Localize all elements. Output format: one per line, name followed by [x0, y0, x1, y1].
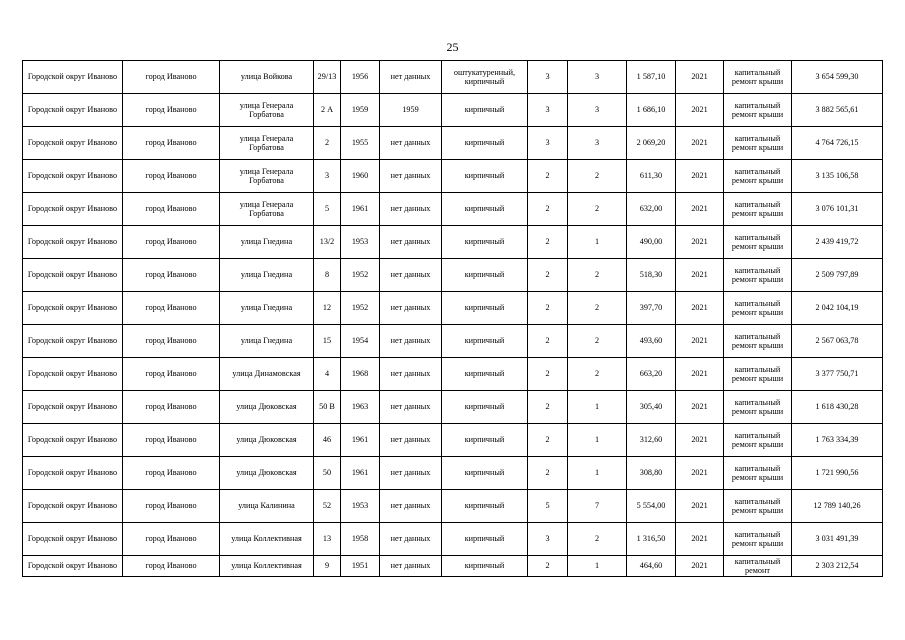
- cell-cost: 3 135 106,58: [792, 160, 883, 193]
- cell-work: капитальный ремонт крыши: [724, 259, 792, 292]
- cell-city: город Иваново: [123, 391, 220, 424]
- cell-material: кирпичный: [442, 94, 528, 127]
- table-row: [23, 292, 883, 325]
- table-row: [23, 490, 883, 523]
- cell-street: улица Генерала Горбатова: [220, 94, 314, 127]
- cell-work: капитальный ремонт крыши: [724, 457, 792, 490]
- cell-year: 1954: [341, 325, 380, 358]
- cell-year2: нет данных: [380, 523, 442, 556]
- cell-area: 305,40: [627, 391, 676, 424]
- cell-work: капитальный ремонт крыши: [724, 193, 792, 226]
- table-row: [23, 523, 883, 556]
- cell-cost: 1 721 990,56: [792, 457, 883, 490]
- cell-year: 1953: [341, 226, 380, 259]
- cell-street: улица Калинина: [220, 490, 314, 523]
- cell-work: капитальный ремонт крыши: [724, 226, 792, 259]
- cell-material: кирпичный: [442, 424, 528, 457]
- cell-okrug: Городской округ Иваново: [23, 127, 123, 160]
- cell-house: 52: [314, 490, 341, 523]
- cell-city: город Иваново: [123, 160, 220, 193]
- cell-entrances: 7: [568, 490, 627, 523]
- cell-work: капитальный ремонт крыши: [724, 160, 792, 193]
- cell-work: капитальный ремонт крыши: [724, 391, 792, 424]
- table-body: [23, 61, 883, 577]
- cell-house: 13: [314, 523, 341, 556]
- cell-street: улица Генерала Горбатова: [220, 160, 314, 193]
- cell-street: улица Генерала Горбатова: [220, 193, 314, 226]
- cell-city: город Иваново: [123, 94, 220, 127]
- table-row: [23, 61, 883, 94]
- table-row: [23, 358, 883, 391]
- cell-cost: 2 509 797,89: [792, 259, 883, 292]
- cell-work: капитальный ремонт: [724, 556, 792, 577]
- cell-street: улица Генерала Горбатова: [220, 127, 314, 160]
- cell-cost: 12 789 140,26: [792, 490, 883, 523]
- cell-cost: 1 618 430,28: [792, 391, 883, 424]
- cell-year: 1961: [341, 457, 380, 490]
- cell-year: 1959: [341, 94, 380, 127]
- cell-entrances: 3: [568, 61, 627, 94]
- cell-street: улица Дюковская: [220, 424, 314, 457]
- cell-cost: 2 439 419,72: [792, 226, 883, 259]
- cell-cost: 3 076 101,31: [792, 193, 883, 226]
- cell-house: 50: [314, 457, 341, 490]
- cell-year2: нет данных: [380, 160, 442, 193]
- cell-work: капитальный ремонт крыши: [724, 490, 792, 523]
- cell-entrances: 1: [568, 391, 627, 424]
- cell-cost: 3 031 491,39: [792, 523, 883, 556]
- cell-material: кирпичный: [442, 523, 528, 556]
- cell-floors: 3: [528, 94, 568, 127]
- cell-area: 1 686,10: [627, 94, 676, 127]
- cell-area: 632,00: [627, 193, 676, 226]
- cell-okrug: Городской округ Иваново: [23, 391, 123, 424]
- cell-plan-year: 2021: [676, 193, 724, 226]
- cell-plan-year: 2021: [676, 226, 724, 259]
- cell-house: 13/2: [314, 226, 341, 259]
- table-row: [23, 457, 883, 490]
- cell-plan-year: 2021: [676, 391, 724, 424]
- page-number: 25: [446, 40, 459, 54]
- cell-floors: 2: [528, 259, 568, 292]
- cell-year2: нет данных: [380, 292, 442, 325]
- cell-work: капитальный ремонт крыши: [724, 61, 792, 94]
- cell-city: город Иваново: [123, 325, 220, 358]
- cell-material: кирпичный: [442, 391, 528, 424]
- cell-street: улица Коллективная: [220, 523, 314, 556]
- cell-okrug: Городской округ Иваново: [23, 523, 123, 556]
- cell-city: город Иваново: [123, 490, 220, 523]
- cell-house: 12: [314, 292, 341, 325]
- cell-work: капитальный ремонт крыши: [724, 523, 792, 556]
- cell-street: улица Дюковская: [220, 391, 314, 424]
- table-row: [23, 556, 883, 577]
- cell-entrances: 2: [568, 325, 627, 358]
- cell-cost: 2 042 104,19: [792, 292, 883, 325]
- cell-floors: 2: [528, 424, 568, 457]
- cell-area: 308,80: [627, 457, 676, 490]
- cell-plan-year: 2021: [676, 94, 724, 127]
- cell-area: 611,30: [627, 160, 676, 193]
- cell-city: город Иваново: [123, 127, 220, 160]
- cell-year2: нет данных: [380, 127, 442, 160]
- cell-year: 1961: [341, 193, 380, 226]
- cell-year2: нет данных: [380, 391, 442, 424]
- cell-material: кирпичный: [442, 292, 528, 325]
- cell-entrances: 1: [568, 556, 627, 577]
- cell-floors: 2: [528, 292, 568, 325]
- cell-plan-year: 2021: [676, 259, 724, 292]
- cell-area: 5 554,00: [627, 490, 676, 523]
- cell-entrances: 2: [568, 523, 627, 556]
- cell-entrances: 1: [568, 424, 627, 457]
- cell-plan-year: 2021: [676, 325, 724, 358]
- cell-year2: нет данных: [380, 556, 442, 577]
- cell-work: капитальный ремонт крыши: [724, 424, 792, 457]
- cell-year: 1958: [341, 523, 380, 556]
- cell-floors: 3: [528, 127, 568, 160]
- cell-year2: нет данных: [380, 358, 442, 391]
- cell-floors: 2: [528, 160, 568, 193]
- cell-plan-year: 2021: [676, 490, 724, 523]
- cell-floors: 2: [528, 391, 568, 424]
- table-row: [23, 127, 883, 160]
- cell-entrances: 3: [568, 94, 627, 127]
- cell-city: город Иваново: [123, 61, 220, 94]
- table-row: [23, 226, 883, 259]
- cell-year2: нет данных: [380, 193, 442, 226]
- table-row: [23, 94, 883, 127]
- cell-entrances: 2: [568, 259, 627, 292]
- cell-year2: нет данных: [380, 61, 442, 94]
- cell-house: 9: [314, 556, 341, 577]
- cell-cost: 2 303 212,54: [792, 556, 883, 577]
- cell-material: кирпичный: [442, 457, 528, 490]
- cell-area: 663,20: [627, 358, 676, 391]
- cell-year: 1952: [341, 292, 380, 325]
- cell-work: капитальный ремонт крыши: [724, 358, 792, 391]
- cell-year: 1961: [341, 424, 380, 457]
- cell-cost: 3 882 565,61: [792, 94, 883, 127]
- cell-plan-year: 2021: [676, 358, 724, 391]
- cell-plan-year: 2021: [676, 523, 724, 556]
- cell-area: 1 587,10: [627, 61, 676, 94]
- cell-okrug: Городской округ Иваново: [23, 259, 123, 292]
- cell-floors: 5: [528, 490, 568, 523]
- cell-work: капитальный ремонт крыши: [724, 94, 792, 127]
- cell-entrances: 2: [568, 358, 627, 391]
- cell-city: город Иваново: [123, 424, 220, 457]
- table-row: [23, 259, 883, 292]
- table-row: [23, 193, 883, 226]
- cell-work: капитальный ремонт крыши: [724, 127, 792, 160]
- cell-material: кирпичный: [442, 556, 528, 577]
- cell-plan-year: 2021: [676, 556, 724, 577]
- cell-material: кирпичный: [442, 358, 528, 391]
- table-row: [23, 391, 883, 424]
- cell-city: город Иваново: [123, 259, 220, 292]
- cell-entrances: 2: [568, 193, 627, 226]
- cell-plan-year: 2021: [676, 424, 724, 457]
- cell-area: 397,70: [627, 292, 676, 325]
- cell-plan-year: 2021: [676, 61, 724, 94]
- cell-floors: 2: [528, 556, 568, 577]
- table-row: [23, 424, 883, 457]
- cell-entrances: 2: [568, 160, 627, 193]
- cell-material: кирпичный: [442, 193, 528, 226]
- cell-okrug: Городской округ Иваново: [23, 358, 123, 391]
- cell-street: улица Войкова: [220, 61, 314, 94]
- cell-house: 29/13: [314, 61, 341, 94]
- cell-material: кирпичный: [442, 226, 528, 259]
- cell-street: улица Коллективная: [220, 556, 314, 577]
- cell-year: 1955: [341, 127, 380, 160]
- cell-area: 490,00: [627, 226, 676, 259]
- cell-area: 518,30: [627, 259, 676, 292]
- cell-area: 312,60: [627, 424, 676, 457]
- cell-city: город Иваново: [123, 556, 220, 577]
- cell-material: кирпичный: [442, 490, 528, 523]
- cell-material: кирпичный: [442, 259, 528, 292]
- cell-year2: 1959: [380, 94, 442, 127]
- cell-year: 1952: [341, 259, 380, 292]
- cell-area: 493,60: [627, 325, 676, 358]
- cell-floors: 2: [528, 457, 568, 490]
- cell-cost: 2 567 063,78: [792, 325, 883, 358]
- cell-house: 4: [314, 358, 341, 391]
- table-row: [23, 325, 883, 358]
- cell-okrug: Городской округ Иваново: [23, 160, 123, 193]
- cell-year: 1963: [341, 391, 380, 424]
- cell-okrug: Городской округ Иваново: [23, 193, 123, 226]
- cell-cost: 3 654 599,30: [792, 61, 883, 94]
- cell-okrug: Городской округ Иваново: [23, 424, 123, 457]
- cell-city: город Иваново: [123, 457, 220, 490]
- cell-area: 464,60: [627, 556, 676, 577]
- cell-street: улица Динамовская: [220, 358, 314, 391]
- cell-year: 1956: [341, 61, 380, 94]
- cell-floors: 2: [528, 358, 568, 391]
- cell-year2: нет данных: [380, 424, 442, 457]
- cell-house: 46: [314, 424, 341, 457]
- cell-house: 15: [314, 325, 341, 358]
- cell-cost: 1 763 334,39: [792, 424, 883, 457]
- cell-year2: нет данных: [380, 325, 442, 358]
- cell-plan-year: 2021: [676, 457, 724, 490]
- cell-house: 8: [314, 259, 341, 292]
- cell-cost: 4 764 726,15: [792, 127, 883, 160]
- cell-year2: нет данных: [380, 457, 442, 490]
- cell-street: улица Гнедина: [220, 325, 314, 358]
- cell-house: 50 В: [314, 391, 341, 424]
- cell-house: 2: [314, 127, 341, 160]
- cell-city: город Иваново: [123, 193, 220, 226]
- cell-house: 5: [314, 193, 341, 226]
- cell-year2: нет данных: [380, 259, 442, 292]
- cell-plan-year: 2021: [676, 292, 724, 325]
- cell-year: 1960: [341, 160, 380, 193]
- cell-city: город Иваново: [123, 523, 220, 556]
- cell-year: 1968: [341, 358, 380, 391]
- cell-work: капитальный ремонт крыши: [724, 325, 792, 358]
- cell-year2: нет данных: [380, 490, 442, 523]
- cell-plan-year: 2021: [676, 127, 724, 160]
- cell-year: 1951: [341, 556, 380, 577]
- cell-street: улица Гнедина: [220, 259, 314, 292]
- cell-house: 2 А: [314, 94, 341, 127]
- cell-okrug: Городской округ Иваново: [23, 226, 123, 259]
- cell-okrug: Городской округ Иваново: [23, 325, 123, 358]
- cell-year2: нет данных: [380, 226, 442, 259]
- cell-area: 2 069,20: [627, 127, 676, 160]
- cell-okrug: Городской округ Иваново: [23, 61, 123, 94]
- cell-street: улица Гнедина: [220, 226, 314, 259]
- cell-okrug: Городской округ Иваново: [23, 490, 123, 523]
- cell-okrug: Городской округ Иваново: [23, 556, 123, 577]
- cell-floors: 2: [528, 226, 568, 259]
- cell-city: город Иваново: [123, 226, 220, 259]
- cell-entrances: 1: [568, 226, 627, 259]
- cell-material: кирпичный: [442, 325, 528, 358]
- cell-street: улица Гнедина: [220, 292, 314, 325]
- cell-okrug: Городской округ Иваново: [23, 292, 123, 325]
- table-row: [23, 160, 883, 193]
- repair-schedule-table: [22, 60, 883, 577]
- cell-floors: 2: [528, 193, 568, 226]
- cell-entrances: 1: [568, 457, 627, 490]
- cell-entrances: 3: [568, 127, 627, 160]
- cell-city: город Иваново: [123, 358, 220, 391]
- cell-house: 3: [314, 160, 341, 193]
- cell-work: капитальный ремонт крыши: [724, 292, 792, 325]
- cell-material: кирпичный: [442, 160, 528, 193]
- cell-area: 1 316,50: [627, 523, 676, 556]
- cell-street: улица Дюковская: [220, 457, 314, 490]
- cell-cost: 3 377 750,71: [792, 358, 883, 391]
- cell-floors: 3: [528, 523, 568, 556]
- cell-okrug: Городской округ Иваново: [23, 94, 123, 127]
- cell-floors: 3: [528, 61, 568, 94]
- cell-year: 1953: [341, 490, 380, 523]
- cell-material: кирпичный: [442, 127, 528, 160]
- cell-entrances: 2: [568, 292, 627, 325]
- cell-plan-year: 2021: [676, 160, 724, 193]
- cell-okrug: Городской округ Иваново: [23, 457, 123, 490]
- cell-material: оштукатуренный, кирпичный: [442, 61, 528, 94]
- cell-floors: 2: [528, 325, 568, 358]
- cell-city: город Иваново: [123, 292, 220, 325]
